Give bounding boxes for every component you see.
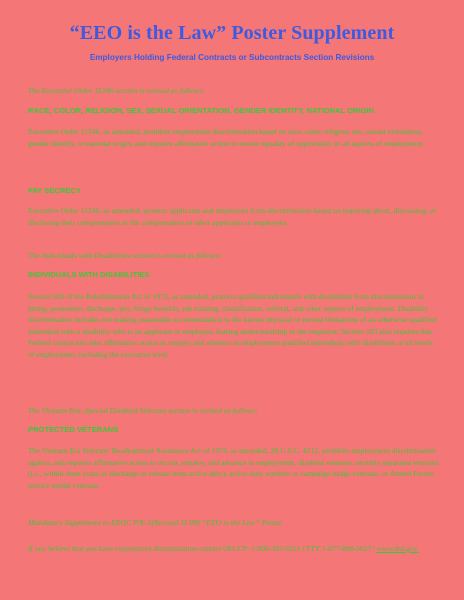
veterans-note: The Vietnam Era, Special Disabled Veterans section is revised as follows: [28, 406, 258, 415]
page-title: “EEO is the Law” Poster Supplement [69, 22, 395, 44]
disabilities-heading: INDIVIDUALS WITH DISABILITIES [28, 270, 150, 279]
race-section-text: Executive Order 11246, as amended, prohibits employment discrimination based on race, color, religion, sex, sexual orientation, gender identity, or national origin, and requires affirmative action to ensure equality of opportunity in all aspects of employment. [28, 127, 425, 148]
pay-secrecy-heading: PAY SECRECY [28, 186, 82, 195]
dol-website-link[interactable]: www.dol.gov. [376, 544, 419, 553]
supplement-note: Mandatory Supplement to EEOC P/E-1(Revised 11/09) “EEO is the Law” Poster. [28, 518, 284, 527]
contact-line [28, 544, 440, 554]
race-section-heading: RACE, COLOR, RELIGION, SEX, SEXUAL ORIENTATION, GENDER IDENTITY, NATIONAL ORIGIN [28, 106, 375, 115]
disabilities-text: Section 503 of the Rehabilitation Act of 1973, as amended, protects qualified individuals with disabilities from discrimination in hiring, promotion, discharge, pay, fringe benefits, job training, classification, referral, and other aspects of employment. Disability discrimination includes not making reasonable accommodation to the known physical or mental limitations of an otherwise qualified individual with a disability who is an applicant or employee, barring undue hardship to the employer. Section 503 also requires that Federal contractors take affirmative action to employ and advance in employment qualified individuals with disabilities at all levels of employment, including the executive level. [28, 292, 437, 359]
veterans-heading: PROTECTED VETERANS [28, 425, 119, 434]
veterans-text: The Vietnam Era Veterans' Readjustment Assistance Act of 1974, as amended, 38 U.S.C. 4212, prohibits employment discrimination against, and requires affirmative action to recruit, employ, and advance in employment, disabled veterans, recently separated veterans (i.e., within three years of discharge or release from active duty), active duty wartime or campaign badge veterans, or Armed Forces service medal veterans. [28, 446, 439, 490]
contact-text: If you believe that you have experienced discrimination contact OFCCP: 1-800-397-6251 | TTY 1-877-889-5627 | [28, 544, 375, 553]
page-subtitle: Employers Holding Federal Contracts or Subcontracts Section Revisions [89, 53, 375, 62]
pay-secrecy-text: Executive Order 11246, as amended, protects applicants and employees from discrimination based on inquiring about, discussing, or disclosing their compensation or the compensation of other applicants or employees. [28, 206, 436, 227]
executive-order-note: The Executive Order 11246 section is revised as follows: [28, 86, 205, 95]
disabilities-note: The Individuals with Disabilities section is revised as follows: [28, 251, 222, 260]
